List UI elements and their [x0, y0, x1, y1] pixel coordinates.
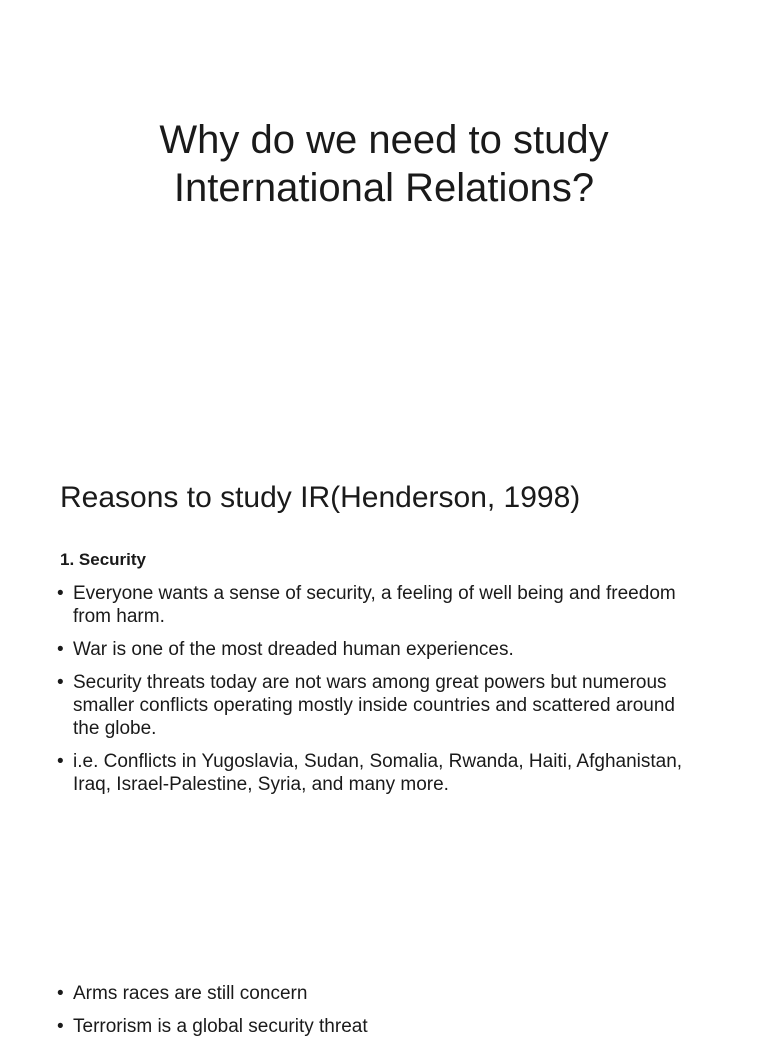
bullet-text: i.e. Conflicts in Yugoslavia, Sudan, Somalia, Rwanda, Haiti, Afghanistan, Iraq, Israel-Palestine, Syria, and many more. — [73, 751, 683, 795]
title-line-1: Why do we need to study — [159, 118, 609, 162]
bullet-item — [57, 1015, 697, 1038]
title-line-2: International Relations? — [173, 166, 595, 210]
bullet-text: Security threats today are not wars among great powers but numerous smaller conflicts operating mostly inside countries and scattered around the globe. — [73, 672, 675, 739]
bullet-icon: • — [57, 672, 64, 693]
bullet-item — [57, 982, 697, 1005]
section-label-security: 1. Security — [60, 550, 146, 569]
bullet-item — [57, 638, 697, 661]
bullet-text: Everyone wants a sense of security, a feeling of well being and freedom from harm. — [73, 583, 676, 627]
bullet-icon: • — [57, 639, 64, 660]
bullet-icon: • — [57, 583, 64, 604]
bullet-text: War is one of the most dreaded human experiences. — [73, 639, 514, 660]
bullet-icon: • — [57, 983, 64, 1004]
bullet-text: Arms races are still concern — [73, 983, 308, 1004]
bullet-list — [57, 582, 697, 806]
bullet-item — [57, 671, 697, 740]
bullet-icon: • — [57, 1016, 64, 1037]
bullet-list — [57, 982, 697, 1048]
bullet-item — [57, 750, 697, 796]
slide-reasons — [0, 432, 768, 864]
slide-title — [0, 0, 768, 432]
bullet-item — [57, 582, 697, 628]
slide-title-text — [40, 116, 728, 212]
slide-continued — [0, 864, 768, 1037]
bullet-text: Terrorism is a global security threat — [73, 1016, 368, 1037]
slide-heading: Reasons to study IR(Henderson, 1998) — [60, 481, 581, 514]
bullet-icon: • — [57, 751, 64, 772]
